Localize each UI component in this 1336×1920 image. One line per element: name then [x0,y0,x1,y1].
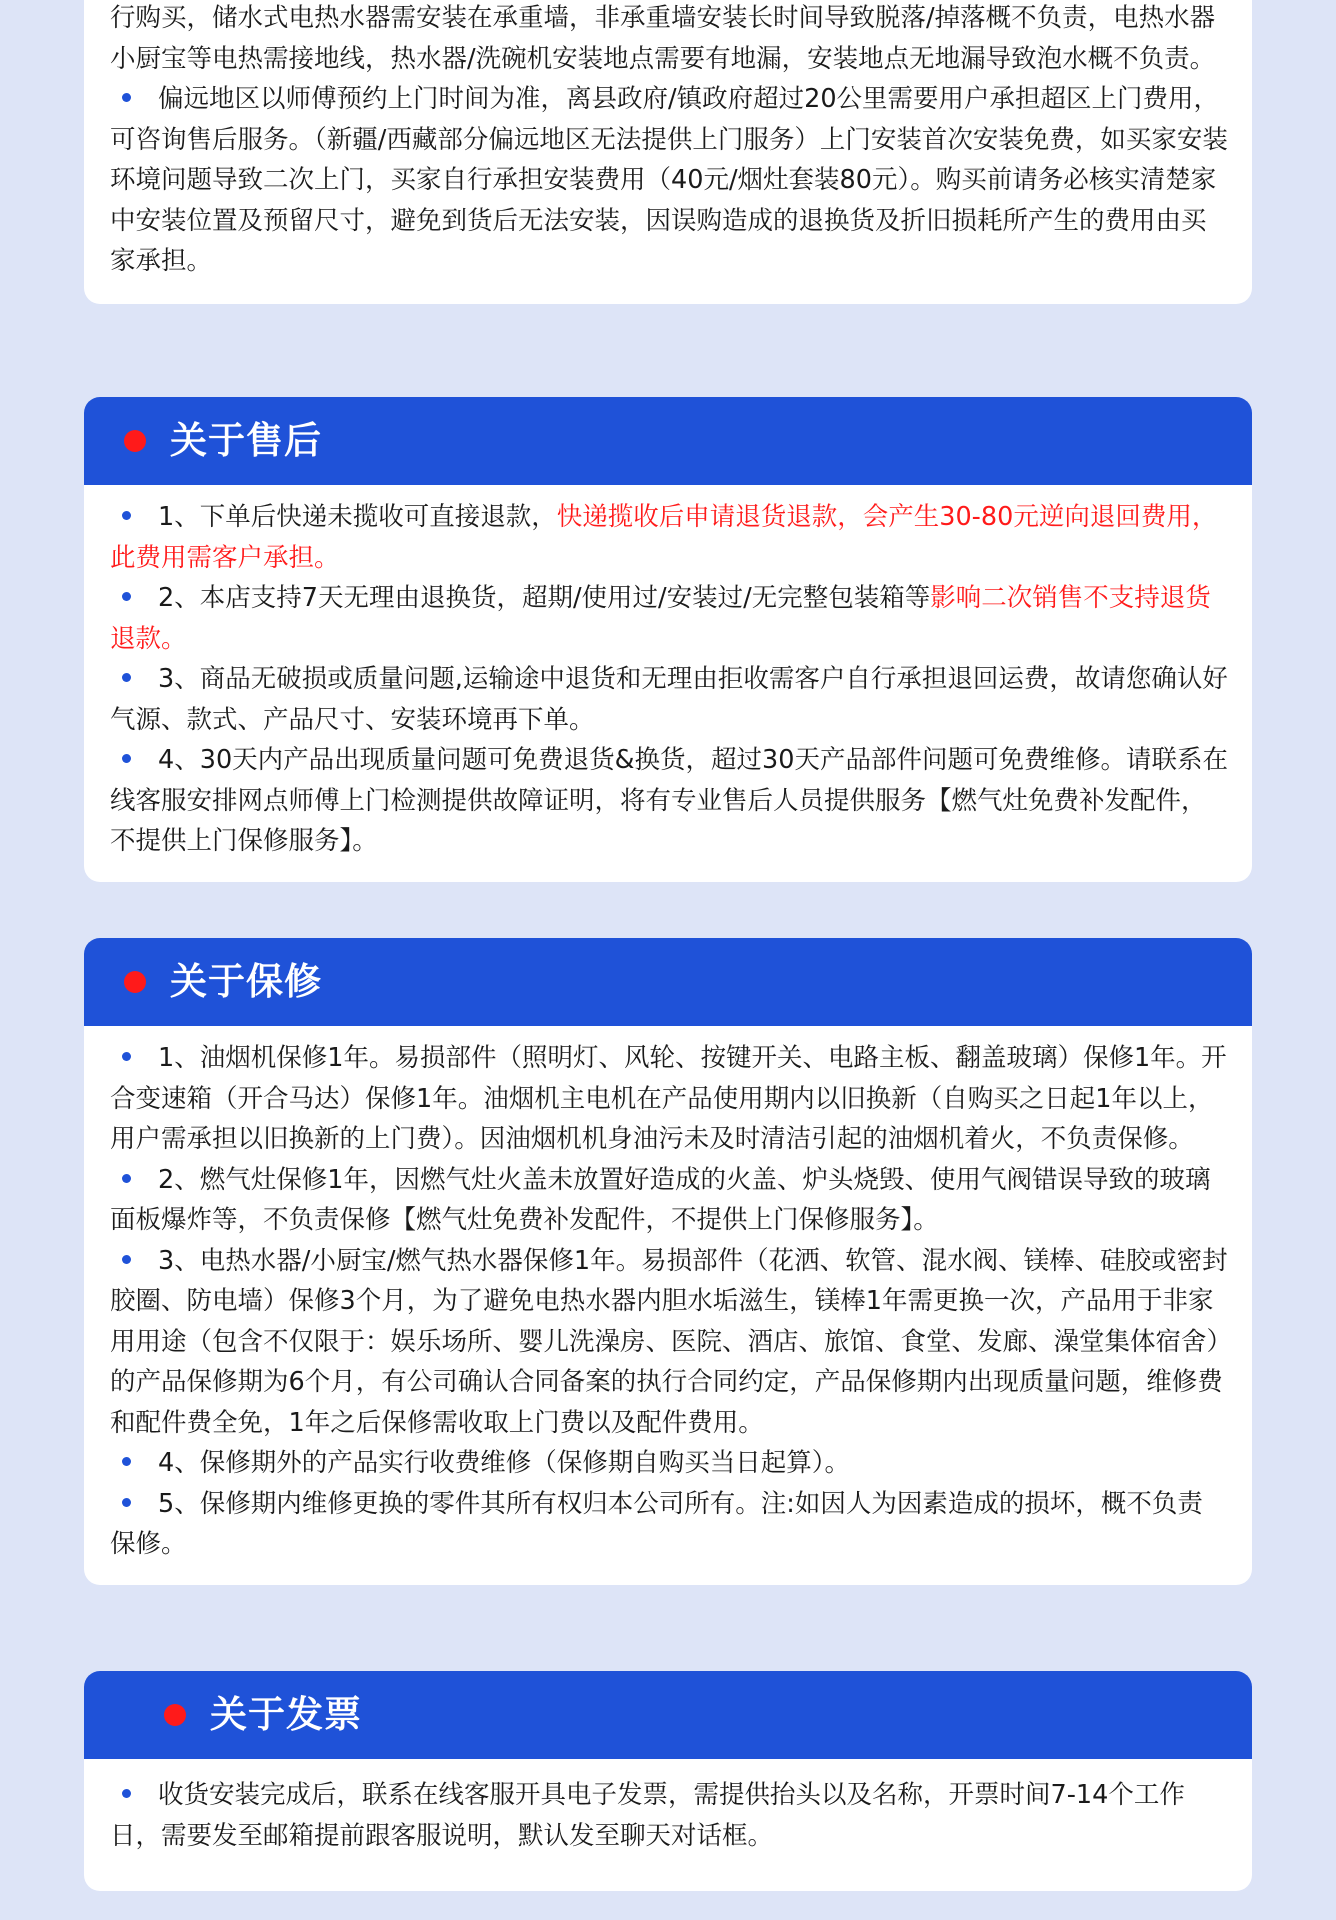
red-dot-icon [124,971,146,993]
install-notes-paragraph: 行购买，储水式电热水器需安装在承重墙，非承重墙安装长时间导致脱落/掉落概不负责，电热水器小厨宝等电热需接地线，热水器/洗碗机安装地点需要有地漏，安装地点无地漏导致泡水概不负责。 [110,3,1216,74]
bullet-icon [122,592,131,601]
invoice-card [84,1671,1252,1891]
after-sales-header [84,397,1252,485]
warranty-item: 4、保修期外的产品实行收费维修（保修期自购买当日起算）。 [110,1443,1228,1484]
after-sales-item: 1、下单后快递未揽收可直接退款，快递揽收后申请退货退款，会产生30-80元逆向退回费用，此费用需客户承担。 [110,502,1218,573]
bullet-icon [122,754,131,763]
warranty-item: 3、电热水器/小厨宝/燃气热水器保修1年。易损部件（花洒、软管、混水阀、镁棒、硅胶或密封胶圈、防电墙）保修3个月，为了避免电热水器内胆水垢滋生，镁棒1年需更换一次，产品用于非家用用途（包含不仅限于：娱乐场所、婴儿洗澡房、医院、酒店、旅馆、食堂、发廊、澡堂集体宿舍）的产品保修期为6个月，有公司确认合同备案的执行合同约定，产品保修期内出现质量问题，维修费和配件费全免，1年之后保修需收取上门费以及配件费用。 [110,1245,1228,1438]
warranty-header [84,938,1252,1026]
bullet-icon [122,1052,131,1061]
bullet-icon [122,673,131,682]
install-notes-card [84,0,1252,304]
after-sales-item: 2、本店支持7天无理由退换货，超期/使用过/安装过/无完整包装箱等影响二次销售不支持退货退款。 [110,583,1211,654]
after-sales-item: 3、商品无破损或质量问题,运输途中退货和无理由拒收需客户自行承担退回运费，故请您确认好气源、款式、产品尺寸、安装环境再下单。 [110,664,1228,735]
bullet-icon [122,1457,131,1466]
invoice-item: 收货安装完成后，联系在线客服开具电子发票，需提供抬头以及名称，开票时间7-14个工作日，需要发至邮箱提前跟客服说明，默认发至聊天对话框。 [110,1780,1185,1851]
bullet-icon [122,1255,131,1264]
red-dot-icon [124,430,146,452]
warranty-item: 5、保修期内维修更换的零件其所有权归本公司所有。注:如因人为因素造成的损坏，概不负责保修。 [110,1488,1203,1559]
invoice-title: 关于发票 [210,1693,362,1736]
after-sales-card [84,397,1252,882]
after-sales-title: 关于售后 [170,419,322,462]
bullet-icon [122,1498,131,1507]
warranty-card [84,938,1252,1585]
remote-area-paragraph: 偏远地区以师傅预约上门时间为准，离县政府/镇政府超过20公里需要用户承担超区上门费用，可咨询售后服务。（新疆/西藏部分偏远地区无法提供上门服务）上门安装首次安装免费，如买家安装环境问题导致二次上门，买家自行承担安装费用（40元/烟灶套装80元）。购买前请务必核实清楚家中安装位置及预留尺寸，避免到货后无法安装，因误购造成的退换货及折旧损耗所产生的费用由买家承担。 [110,84,1228,276]
bullet-icon [122,1789,131,1798]
bullet-icon [122,511,131,520]
warranty-title: 关于保修 [170,960,322,1003]
red-dot-icon [164,1704,186,1726]
warranty-item: 1、油烟机保修1年。易损部件（照明灯、风轮、按键开关、电路主板、翻盖玻璃）保修1年。开合变速箱（开合马达）保修1年。油烟机主电机在产品使用期内以旧换新（自购买之日起1年以上，用户需承担以旧换新的上门费）。因油烟机机身油污未及时清洁引起的油烟机着火，不负责保修。 [110,1043,1227,1154]
invoice-header [84,1671,1252,1759]
bullet-icon [122,1174,131,1183]
after-sales-item: 4、30天内产品出现质量问题可免费退货&换货，超过30天产品部件问题可免费维修。请联系在线客服安排网点师傅上门检测提供故障证明，将有专业售后人员提供服务【燃气灶免费补发配件，不提供上门保修服务】。 [110,745,1229,856]
warranty-item: 2、燃气灶保修1年，因燃气灶火盖未放置好造成的火盖、炉头烧毁、使用气阀错误导致的玻璃面板爆炸等，不负责保修【燃气灶免费补发配件，不提供上门保修服务】。 [110,1164,1211,1235]
bullet-icon [122,93,131,102]
